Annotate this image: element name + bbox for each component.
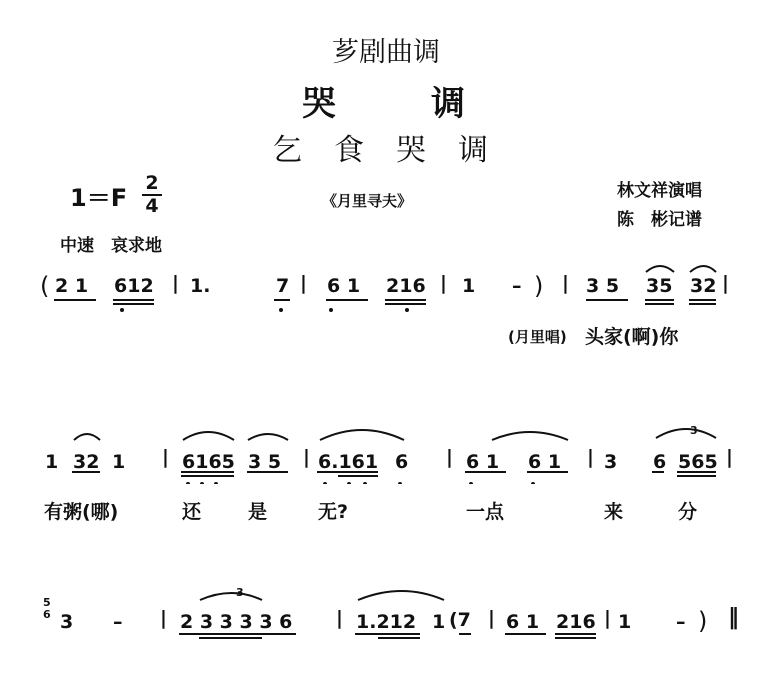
close-paren: )	[534, 272, 544, 300]
barline: |	[160, 607, 167, 629]
tuplet-mark: 3	[690, 424, 698, 437]
barline: |	[488, 607, 495, 629]
note-group: 2 1	[55, 275, 89, 297]
lyric: (月里唱)	[508, 328, 567, 346]
note-group: 6 1	[528, 451, 562, 473]
line3-markings	[0, 582, 772, 644]
note: 1	[432, 611, 446, 633]
lyric: 分	[678, 501, 698, 523]
line1-markings	[0, 258, 772, 318]
note-group: (7	[449, 609, 471, 631]
note: 1	[112, 451, 126, 473]
lyric: 头家(啊)你	[585, 326, 679, 348]
lyric: 来	[604, 501, 624, 523]
note-group: 216	[556, 611, 596, 633]
tempo-marking: 中速 哀求地	[60, 236, 162, 256]
note: 3	[604, 451, 618, 473]
note: 1	[618, 611, 632, 633]
dash: –	[512, 275, 522, 297]
barline: |	[162, 446, 169, 468]
note-group: 3 5	[248, 451, 282, 473]
dash: –	[676, 611, 686, 633]
barline: |	[440, 272, 447, 294]
lyric: 无?	[318, 501, 349, 523]
lyric: 有粥(哪)	[44, 501, 119, 523]
meter-top: 2	[145, 172, 159, 194]
tuplet-mark: 3	[236, 586, 244, 599]
note-group: 35	[646, 275, 673, 297]
grace-note: 5	[43, 596, 51, 609]
note-group: 216	[386, 275, 426, 297]
key-signature: 1＝F	[70, 184, 128, 212]
open-paren: (	[40, 272, 50, 300]
note-group: 1.212	[356, 611, 417, 633]
note-group: 32	[690, 275, 717, 297]
note-group: 6 1	[327, 275, 361, 297]
note-group: 3 5	[586, 275, 620, 297]
final-barline: ‖	[728, 605, 739, 630]
genre-heading: 芗剧曲调	[332, 37, 440, 68]
grace-note-sub: 6	[43, 608, 51, 621]
note: 1	[45, 451, 59, 473]
performer-credit: 林文祥演唱	[617, 181, 702, 201]
note-group: 6.161	[318, 451, 379, 473]
note: 6	[653, 451, 667, 473]
note-group: 565	[678, 451, 718, 473]
dash: –	[113, 611, 123, 633]
aria-name: 《月里寻夫》	[322, 192, 413, 210]
barline: |	[604, 607, 611, 629]
close-paren: )	[698, 607, 708, 635]
barline: |	[300, 272, 307, 294]
note-group: 612	[114, 275, 154, 297]
title-heading: 哭调	[302, 84, 560, 124]
note-group: 1	[462, 275, 476, 297]
lyric: 是	[248, 501, 268, 523]
note: 3	[60, 611, 74, 633]
note-group: 6165	[182, 451, 235, 473]
barline: |	[722, 272, 729, 294]
barline: |	[446, 446, 453, 468]
note-group: 32	[73, 451, 100, 473]
note-group: 2 3 3 3 3 6	[180, 611, 293, 633]
note-group: 7	[276, 275, 290, 297]
barline: |	[303, 446, 310, 468]
barline: |	[562, 272, 569, 294]
barline: |	[172, 272, 179, 294]
barline: |	[726, 446, 733, 468]
note: 6	[395, 451, 409, 473]
transcriber-credit: 陈 彬记谱	[617, 210, 702, 230]
note-group: 1.	[190, 275, 211, 297]
line2-markings	[0, 422, 772, 484]
barline: |	[336, 607, 343, 629]
note-group: 6 1	[506, 611, 540, 633]
subtitle-heading: 乞食哭调	[272, 133, 520, 168]
barline: |	[587, 446, 594, 468]
lyric: 一点	[466, 501, 505, 523]
note-group: 6 1	[466, 451, 500, 473]
meter-bottom: 4	[145, 195, 159, 217]
time-signature	[142, 174, 162, 216]
lyric: 还	[182, 501, 202, 523]
